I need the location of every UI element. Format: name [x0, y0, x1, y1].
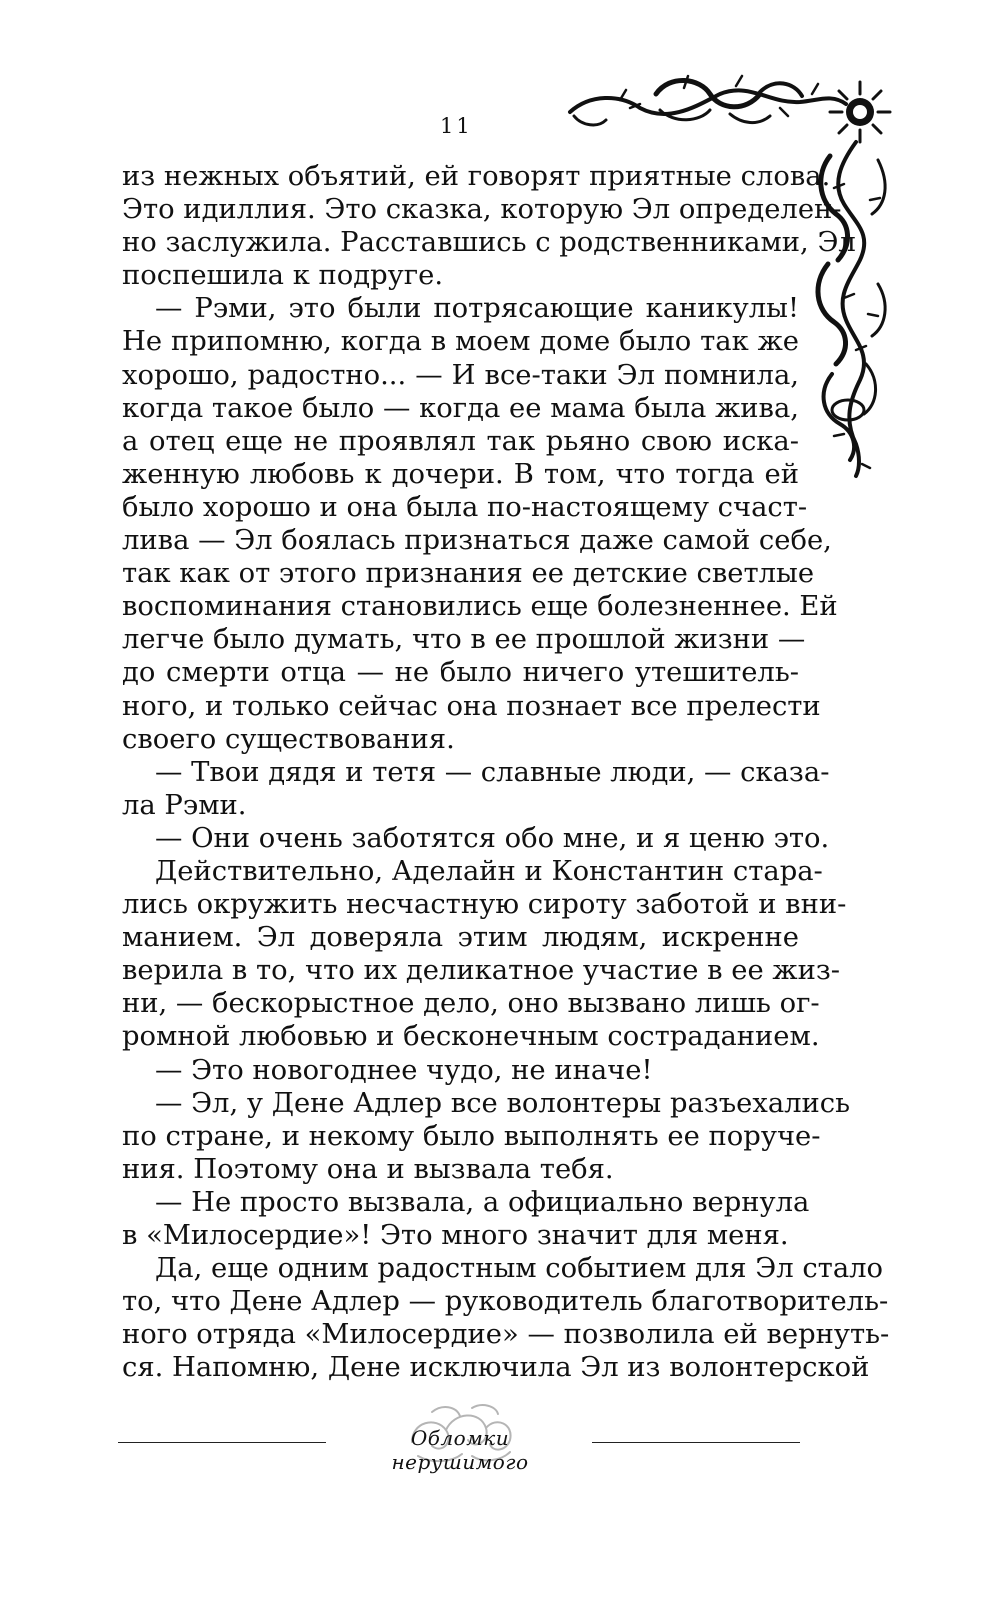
running-title: Обломки нерушимого — [391, 1426, 529, 1474]
text-line: — Твои дядя и тетя — славные люди, — сказа- — [155, 756, 830, 788]
text-line: — Рэми, это были потрясающие каникулы! — [155, 293, 799, 325]
text-line: поспешила к подруге. — [122, 260, 444, 292]
text-line: в «Милосердие»! Это много значит для меня. — [122, 1220, 789, 1251]
text-line: хорошо, радостно... — И все-таки Эл помнила, — [122, 359, 799, 391]
text-line: было хорошо и она была по-настоящему счаст- — [122, 491, 808, 523]
footer-rule-right — [592, 1442, 800, 1443]
text-line: женную любовь к дочери. В том, что тогда ей — [122, 458, 799, 490]
text-line: ромной любовью и бесконечным состраданием. — [122, 1021, 820, 1053]
text-line: лись окружить несчастную сироту заботой и вни- — [122, 889, 847, 921]
text-line: когда такое было — когда ее мама была жива, — [122, 392, 799, 424]
text-line: Это идиллия. Это сказка, которую Эл определен- — [122, 194, 842, 226]
text-line: так как от этого признания ее детские светлые — [122, 558, 815, 590]
body-text — [122, 160, 890, 1384]
text-line: — Они очень заботятся обо мне, и я ценю это. — [155, 822, 830, 854]
text-line: — Эл, у Дене Адлер все волонтеры разъехались — [155, 1087, 851, 1119]
text-line: — Это новогоднее чудо, не иначе! — [155, 1054, 653, 1086]
text-line: но заслужила. Расставшись с родственниками, Эл — [122, 227, 856, 259]
running-footer — [118, 1420, 800, 1474]
text-line: Да, еще одним радостным событием для Эл стало — [155, 1253, 884, 1285]
text-line: из нежных объятий, ей говорят приятные слова. — [122, 161, 831, 192]
text-line: Действительно, Аделайн и Константин стара- — [155, 855, 823, 887]
text-line: то, что Дене Адлер — руководитель благотворитель- — [122, 1286, 889, 1318]
text-line: воспоминания становились еще болезненнее. Ей — [122, 591, 838, 623]
text-line: ния. Поэтому она и вызвала тебя. — [122, 1153, 614, 1185]
text-line: — Не просто вызвала, а официально вернула — [155, 1186, 810, 1218]
text-line: ни, — бескорыстное дело, оно вызвано лишь ог- — [122, 988, 820, 1020]
page-number: 11 — [440, 114, 473, 138]
footer-rule-left — [118, 1442, 326, 1443]
text-line: лива — Эл боялась признаться даже самой себе, — [122, 525, 832, 557]
text-line: ла Рэми. — [122, 789, 247, 821]
text-line: ся. Напомню, Дене исключила Эл из волонтерской — [122, 1352, 870, 1384]
text-line: ного отряда «Милосердие» — позволила ей вернуть- — [122, 1319, 890, 1351]
text-line: легче было думать, что в ее прошлой жизни — — [122, 624, 806, 656]
text-line: до смерти отца — не было ничего утешитель- — [122, 657, 799, 689]
text-line: а отец еще не проявлял так рьяно свою иска- — [122, 425, 799, 457]
text-line: по стране, и некому было выполнять ее поруче- — [122, 1120, 821, 1152]
text-line: манием. Эл доверяла этим людям, искренне — [122, 922, 799, 954]
text-line: верила в то, что их деликатное участие в ее жиз- — [122, 955, 841, 987]
text-line: Не припомню, когда в моем доме было так же — [122, 326, 799, 358]
text-line: ного, и только сейчас она познает все прелести — [122, 690, 821, 722]
text-line: своего существования. — [122, 723, 455, 755]
